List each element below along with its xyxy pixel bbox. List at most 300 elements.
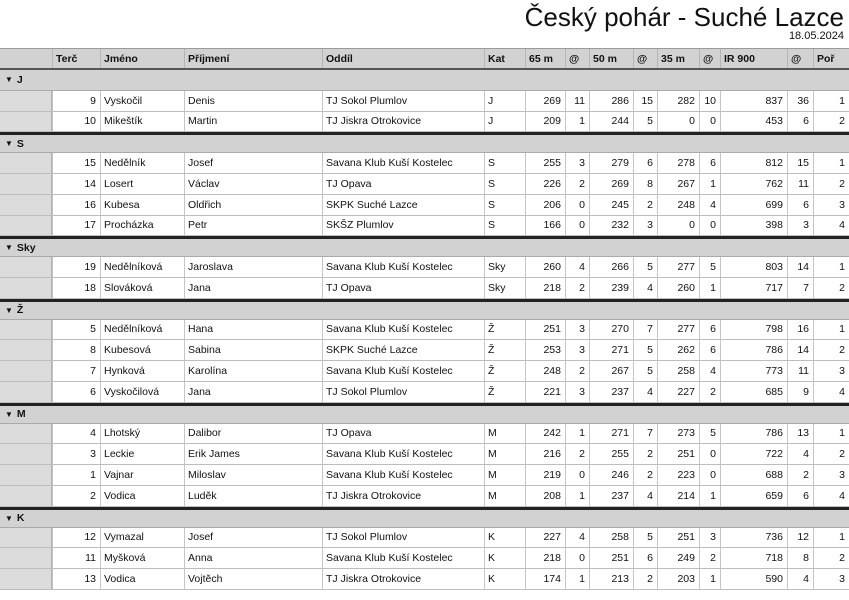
cell-kat[interactable]: K [488,531,496,544]
cell-hits-50m[interactable]: 5 [647,115,653,128]
cell-score-65m[interactable]: 166 [543,219,561,232]
cell-prijmeni[interactable]: Jana [188,281,211,294]
cell-hits-50m[interactable]: 2 [647,448,653,461]
cell-kat[interactable]: S [488,177,496,190]
cell-hits-50m[interactable]: 5 [647,531,653,544]
cell-oddil[interactable]: TJ Jiskra Otrokovice [326,489,422,502]
cell-score-35m[interactable]: 248 [677,198,695,211]
table-row[interactable] [0,278,849,299]
disclosure-triangle-icon[interactable]: ▼ [5,513,13,523]
cell-prijmeni[interactable]: Oldřich [188,198,222,211]
cell-score-65m[interactable]: 251 [543,323,561,336]
category-group-header[interactable] [0,403,849,424]
cell-hits-65m[interactable]: 0 [579,552,585,565]
cell-prijmeni[interactable]: Dalibor [188,427,222,440]
cell-rank[interactable]: 3 [839,198,845,211]
cell-kat[interactable]: K [488,573,496,586]
cell-hits-35m[interactable]: 6 [710,344,716,357]
cell-kat[interactable]: M [488,427,497,440]
cell-jmeno[interactable]: Procházka [104,219,154,232]
cell-rank[interactable]: 3 [839,469,845,482]
cell-total-ir900[interactable]: 699 [765,198,783,211]
category-group-header[interactable] [0,299,849,320]
cell-prijmeni[interactable]: Karolína [188,365,228,378]
table-row[interactable] [0,91,849,112]
cell-terc[interactable]: 4 [90,427,96,440]
cell-hits-total[interactable]: 3 [803,219,809,232]
table-row[interactable] [0,548,849,569]
column-header-score-35m[interactable]: 35 m [661,52,685,65]
cell-oddil[interactable]: SKŠZ Plumlov [326,219,394,232]
cell-oddil[interactable]: Savana Klub Kuší Kostelec [326,469,453,482]
cell-jmeno[interactable]: Lhotský [104,427,141,440]
cell-kat[interactable]: J [488,115,494,128]
cell-rank[interactable]: 2 [839,281,845,294]
cell-score-50m[interactable]: 213 [611,573,629,586]
cell-score-50m[interactable]: 255 [611,448,629,461]
cell-score-35m[interactable]: 273 [677,427,695,440]
cell-hits-total[interactable]: 15 [797,157,809,170]
cell-hits-65m[interactable]: 1 [579,115,585,128]
cell-score-65m[interactable]: 218 [543,552,561,565]
cell-hits-50m[interactable]: 3 [647,219,653,232]
cell-total-ir900[interactable]: 837 [765,94,783,107]
cell-hits-65m[interactable]: 3 [579,385,585,398]
cell-hits-65m[interactable]: 0 [579,198,585,211]
cell-total-ir900[interactable]: 773 [765,365,783,378]
cell-score-65m[interactable]: 216 [543,448,561,461]
cell-terc[interactable]: 19 [84,261,96,274]
cell-kat[interactable]: M [488,469,497,482]
cell-score-35m[interactable]: 251 [677,531,695,544]
cell-score-65m[interactable]: 174 [543,573,561,586]
cell-hits-total[interactable]: 9 [803,385,809,398]
cell-hits-35m[interactable]: 1 [710,573,716,586]
cell-hits-65m[interactable]: 1 [579,489,585,502]
cell-prijmeni[interactable]: Josef [188,531,214,544]
cell-total-ir900[interactable]: 722 [765,448,783,461]
cell-score-50m[interactable]: 286 [611,94,629,107]
cell-hits-total[interactable]: 8 [803,552,809,565]
cell-total-ir900[interactable]: 736 [765,531,783,544]
cell-terc[interactable]: 18 [84,281,96,294]
cell-jmeno[interactable]: Myšková [104,552,146,565]
cell-score-35m[interactable]: 267 [677,177,695,190]
cell-hits-50m[interactable]: 6 [647,552,653,565]
cell-kat[interactable]: Sky [488,281,506,294]
cell-rank[interactable]: 2 [839,448,845,461]
cell-total-ir900[interactable]: 688 [765,469,783,482]
cell-oddil[interactable]: TJ Sokol Plumlov [326,531,408,544]
cell-hits-65m[interactable]: 2 [579,177,585,190]
cell-hits-total[interactable]: 6 [803,115,809,128]
cell-hits-35m[interactable]: 4 [710,365,716,378]
cell-score-65m[interactable]: 221 [543,385,561,398]
cell-total-ir900[interactable]: 786 [765,344,783,357]
cell-hits-total[interactable]: 11 [798,365,809,378]
cell-terc[interactable]: 14 [84,177,96,190]
table-row[interactable] [0,257,849,278]
cell-hits-50m[interactable]: 5 [647,261,653,274]
cell-hits-total[interactable]: 14 [797,261,809,274]
cell-hits-35m[interactable]: 6 [710,323,716,336]
cell-hits-35m[interactable]: 0 [710,448,716,461]
cell-hits-65m[interactable]: 3 [579,344,585,357]
cell-oddil[interactable]: Savana Klub Kuší Kostelec [326,323,453,336]
cell-hits-total[interactable]: 11 [798,177,809,190]
cell-score-35m[interactable]: 251 [677,448,695,461]
cell-hits-35m[interactable]: 10 [704,94,716,107]
cell-kat[interactable]: K [488,552,496,565]
cell-score-50m[interactable]: 246 [611,469,629,482]
column-header-hits-65m[interactable]: @ [569,52,580,65]
cell-terc[interactable]: 15 [84,157,96,170]
disclosure-triangle-icon[interactable]: ▼ [5,75,13,85]
cell-hits-65m[interactable]: 0 [579,219,585,232]
cell-hits-total[interactable]: 4 [803,573,809,586]
cell-hits-35m[interactable]: 6 [710,157,716,170]
table-row[interactable] [0,569,849,590]
cell-hits-total[interactable]: 12 [797,531,809,544]
cell-total-ir900[interactable]: 590 [765,573,783,586]
table-row[interactable] [0,382,849,403]
column-header-kat[interactable]: Kat [488,52,505,65]
cell-jmeno[interactable]: Kubesa [104,198,140,211]
table-row[interactable] [0,216,849,237]
cell-score-50m[interactable]: 244 [611,115,629,128]
cell-hits-35m[interactable]: 3 [710,531,716,544]
cell-hits-65m[interactable]: 2 [579,448,585,461]
cell-score-50m[interactable]: 251 [611,552,629,565]
cell-oddil[interactable]: TJ Opava [326,427,372,440]
cell-hits-35m[interactable]: 1 [710,177,716,190]
cell-jmeno[interactable]: Vyskočilová [104,385,160,398]
cell-jmeno[interactable]: Vodica [104,489,136,502]
column-header-score-50m[interactable]: 50 m [593,52,617,65]
cell-score-50m[interactable]: 237 [611,385,629,398]
cell-score-35m[interactable]: 277 [677,261,695,274]
cell-score-50m[interactable]: 266 [611,261,629,274]
cell-score-50m[interactable]: 271 [611,344,629,357]
cell-score-65m[interactable]: 242 [543,427,561,440]
table-row[interactable] [0,528,849,549]
table-row[interactable] [0,486,849,507]
cell-rank[interactable]: 4 [839,219,845,232]
cell-total-ir900[interactable]: 718 [765,552,783,565]
cell-kat[interactable]: J [488,94,494,107]
cell-score-35m[interactable]: 277 [677,323,695,336]
cell-score-50m[interactable]: 267 [611,365,629,378]
cell-hits-35m[interactable]: 2 [710,552,716,565]
cell-hits-35m[interactable]: 1 [710,281,716,294]
cell-terc[interactable]: 13 [84,573,96,586]
cell-score-50m[interactable]: 258 [611,531,629,544]
cell-terc[interactable]: 2 [90,489,96,502]
cell-hits-35m[interactable]: 5 [710,261,716,274]
cell-rank[interactable]: 1 [839,261,845,274]
cell-hits-50m[interactable]: 8 [647,177,653,190]
cell-hits-65m[interactable]: 0 [579,469,585,482]
cell-kat[interactable]: Ž [488,323,495,336]
cell-oddil[interactable]: TJ Jiskra Otrokovice [326,115,422,128]
cell-hits-65m[interactable]: 1 [579,573,585,586]
cell-hits-total[interactable]: 14 [797,344,809,357]
cell-kat[interactable]: Sky [488,261,506,274]
cell-hits-50m[interactable]: 5 [647,365,653,378]
cell-hits-65m[interactable]: 11 [574,94,585,107]
cell-oddil[interactable]: TJ Sokol Plumlov [326,385,408,398]
cell-score-50m[interactable]: 270 [611,323,629,336]
column-header-oddil[interactable]: Oddíl [326,52,353,65]
cell-hits-50m[interactable]: 2 [647,198,653,211]
cell-kat[interactable]: S [488,157,496,170]
cell-score-65m[interactable]: 248 [543,365,561,378]
cell-score-35m[interactable]: 0 [689,219,695,232]
cell-rank[interactable]: 3 [839,573,845,586]
cell-score-65m[interactable]: 218 [543,281,561,294]
cell-hits-35m[interactable]: 1 [710,489,716,502]
cell-terc[interactable]: 12 [84,531,96,544]
cell-terc[interactable]: 9 [90,94,96,107]
column-header-hits-total[interactable]: @ [791,52,802,65]
cell-prijmeni[interactable]: Jaroslava [188,261,233,274]
category-group-header[interactable] [0,236,849,257]
cell-rank[interactable]: 1 [839,94,845,107]
cell-hits-35m[interactable]: 5 [710,427,716,440]
cell-hits-50m[interactable]: 6 [647,157,653,170]
cell-score-65m[interactable]: 219 [543,469,561,482]
cell-oddil[interactable]: Savana Klub Kuší Kostelec [326,552,453,565]
cell-oddil[interactable]: Savana Klub Kuší Kostelec [326,261,453,274]
cell-score-50m[interactable]: 279 [611,157,629,170]
cell-hits-35m[interactable]: 4 [710,198,716,211]
cell-prijmeni[interactable]: Sabina [188,344,221,357]
cell-hits-total[interactable]: 13 [797,427,809,440]
cell-kat[interactable]: S [488,219,496,232]
table-row[interactable] [0,174,849,195]
cell-oddil[interactable]: TJ Opava [326,281,372,294]
disclosure-triangle-icon[interactable]: ▼ [5,305,13,315]
cell-hits-50m[interactable]: 2 [647,573,653,586]
cell-jmeno[interactable]: Hynková [104,365,145,378]
cell-total-ir900[interactable]: 717 [765,281,783,294]
cell-oddil[interactable]: TJ Sokol Plumlov [326,94,408,107]
cell-score-35m[interactable]: 282 [677,94,695,107]
table-row[interactable] [0,320,849,341]
cell-total-ir900[interactable]: 762 [765,177,783,190]
column-header-prijmeni[interactable]: Příjmení [188,52,230,65]
cell-rank[interactable]: 3 [839,365,845,378]
cell-prijmeni[interactable]: Miloslav [188,469,226,482]
cell-rank[interactable]: 1 [839,427,845,440]
cell-rank[interactable]: 1 [839,323,845,336]
cell-hits-total[interactable]: 4 [803,448,809,461]
cell-total-ir900[interactable]: 798 [765,323,783,336]
cell-hits-total[interactable]: 2 [803,469,809,482]
cell-score-50m[interactable]: 237 [611,489,629,502]
cell-terc[interactable]: 5 [90,323,96,336]
column-header-jmeno[interactable]: Jméno [104,52,138,65]
cell-hits-35m[interactable]: 0 [710,115,716,128]
cell-hits-50m[interactable]: 4 [647,281,653,294]
column-header-score-65m[interactable]: 65 m [529,52,553,65]
cell-score-65m[interactable]: 253 [543,344,561,357]
cell-jmeno[interactable]: Slováková [104,281,153,294]
cell-score-35m[interactable]: 258 [677,365,695,378]
disclosure-triangle-icon[interactable]: ▼ [5,243,13,253]
cell-terc[interactable]: 7 [90,365,96,378]
cell-kat[interactable]: M [488,448,497,461]
table-row[interactable] [0,465,849,486]
cell-score-65m[interactable]: 269 [543,94,561,107]
cell-kat[interactable]: M [488,489,497,502]
cell-score-35m[interactable]: 223 [677,469,695,482]
cell-hits-35m[interactable]: 2 [710,385,716,398]
cell-score-65m[interactable]: 226 [543,177,561,190]
cell-kat[interactable]: Ž [488,365,495,378]
cell-score-35m[interactable]: 214 [677,489,695,502]
cell-score-35m[interactable]: 278 [677,157,695,170]
table-row[interactable] [0,153,849,174]
cell-hits-35m[interactable]: 0 [710,219,716,232]
cell-rank[interactable]: 2 [839,552,845,565]
cell-jmeno[interactable]: Nedělníková [104,261,163,274]
cell-hits-65m[interactable]: 2 [579,281,585,294]
cell-terc[interactable]: 6 [90,385,96,398]
cell-total-ir900[interactable]: 786 [765,427,783,440]
cell-rank[interactable]: 2 [839,115,845,128]
cell-score-35m[interactable]: 262 [677,344,695,357]
column-header-hits-35m[interactable]: @ [703,52,714,65]
cell-score-65m[interactable]: 206 [543,198,561,211]
table-row[interactable] [0,361,849,382]
cell-jmeno[interactable]: Vyskočil [104,94,143,107]
cell-score-35m[interactable]: 249 [677,552,695,565]
cell-jmeno[interactable]: Leckie [104,448,135,461]
cell-terc[interactable]: 1 [90,469,96,482]
cell-jmeno[interactable]: Kubesová [104,344,151,357]
cell-oddil[interactable]: SKPK Suché Lazce [326,198,418,211]
column-header-total-ir900[interactable]: IR 900 [724,52,755,65]
cell-jmeno[interactable]: Nedělník [104,157,146,170]
cell-jmeno[interactable]: Nedělníková [104,323,163,336]
cell-hits-total[interactable]: 7 [803,281,809,294]
cell-total-ir900[interactable]: 803 [765,261,783,274]
cell-terc[interactable]: 3 [90,448,96,461]
cell-hits-total[interactable]: 36 [797,94,809,107]
cell-prijmeni[interactable]: Hana [188,323,214,336]
table-row[interactable] [0,195,849,216]
cell-oddil[interactable]: SKPK Suché Lazce [326,344,418,357]
cell-terc[interactable]: 16 [84,198,96,211]
cell-prijmeni[interactable]: Josef [188,157,214,170]
table-row[interactable] [0,112,849,133]
cell-hits-total[interactable]: 6 [803,198,809,211]
cell-hits-65m[interactable]: 3 [579,157,585,170]
table-row[interactable] [0,340,849,361]
cell-prijmeni[interactable]: Václav [188,177,220,190]
cell-rank[interactable]: 2 [839,344,845,357]
cell-hits-50m[interactable]: 5 [647,344,653,357]
cell-hits-65m[interactable]: 2 [579,365,585,378]
cell-score-35m[interactable]: 203 [677,573,695,586]
cell-kat[interactable]: Ž [488,385,495,398]
cell-score-50m[interactable]: 239 [611,281,629,294]
cell-prijmeni[interactable]: Jana [188,385,211,398]
cell-jmeno[interactable]: Vajnar [104,469,134,482]
cell-prijmeni[interactable]: Martin [188,115,218,128]
cell-terc[interactable]: 8 [90,344,96,357]
cell-jmeno[interactable]: Vymazal [104,531,144,544]
cell-score-65m[interactable]: 227 [543,531,561,544]
cell-rank[interactable]: 1 [839,531,845,544]
cell-jmeno[interactable]: Vodica [104,573,136,586]
cell-score-65m[interactable]: 209 [543,115,561,128]
cell-rank[interactable]: 4 [839,385,845,398]
cell-total-ir900[interactable]: 453 [765,115,783,128]
cell-jmeno[interactable]: Mikeštík [104,115,143,128]
table-row[interactable] [0,424,849,445]
column-header-hits-50m[interactable]: @ [637,52,648,65]
cell-hits-50m[interactable]: 7 [647,323,653,336]
cell-prijmeni[interactable]: Anna [188,552,213,565]
cell-total-ir900[interactable]: 398 [765,219,783,232]
cell-total-ir900[interactable]: 659 [765,489,783,502]
cell-rank[interactable]: 4 [839,489,845,502]
cell-hits-65m[interactable]: 1 [579,427,585,440]
cell-hits-50m[interactable]: 7 [647,427,653,440]
cell-oddil[interactable]: Savana Klub Kuší Kostelec [326,448,453,461]
cell-score-50m[interactable]: 245 [611,198,629,211]
cell-terc[interactable]: 10 [84,115,96,128]
disclosure-triangle-icon[interactable]: ▼ [5,139,13,149]
cell-hits-65m[interactable]: 4 [579,531,585,544]
cell-score-35m[interactable]: 227 [677,385,695,398]
cell-oddil[interactable]: TJ Opava [326,177,372,190]
cell-kat[interactable]: Ž [488,344,495,357]
cell-score-35m[interactable]: 0 [689,115,695,128]
cell-score-50m[interactable]: 271 [611,427,629,440]
cell-score-35m[interactable]: 260 [677,281,695,294]
disclosure-triangle-icon[interactable]: ▼ [5,409,13,419]
cell-score-50m[interactable]: 269 [611,177,629,190]
cell-prijmeni[interactable]: Erik James [188,448,240,461]
cell-terc[interactable]: 11 [85,552,96,565]
cell-hits-65m[interactable]: 3 [579,323,585,336]
cell-prijmeni[interactable]: Petr [188,219,208,232]
cell-score-65m[interactable]: 208 [543,489,561,502]
cell-prijmeni[interactable]: Luděk [188,489,217,502]
cell-oddil[interactable]: TJ Jiskra Otrokovice [326,573,422,586]
cell-jmeno[interactable]: Losert [104,177,134,190]
cell-hits-65m[interactable]: 4 [579,261,585,274]
cell-total-ir900[interactable]: 685 [765,385,783,398]
cell-oddil[interactable]: Savana Klub Kuší Kostelec [326,157,453,170]
cell-hits-total[interactable]: 6 [803,489,809,502]
cell-hits-50m[interactable]: 4 [647,385,653,398]
cell-oddil[interactable]: Savana Klub Kuší Kostelec [326,365,453,378]
category-group-header[interactable] [0,70,849,91]
cell-prijmeni[interactable]: Vojtěch [188,573,223,586]
cell-rank[interactable]: 2 [839,177,845,190]
cell-hits-50m[interactable]: 15 [641,94,653,107]
table-row[interactable] [0,444,849,465]
cell-hits-35m[interactable]: 0 [710,469,716,482]
cell-score-65m[interactable]: 260 [543,261,561,274]
category-group-header[interactable] [0,507,849,528]
cell-total-ir900[interactable]: 812 [765,157,783,170]
cell-hits-50m[interactable]: 2 [647,469,653,482]
